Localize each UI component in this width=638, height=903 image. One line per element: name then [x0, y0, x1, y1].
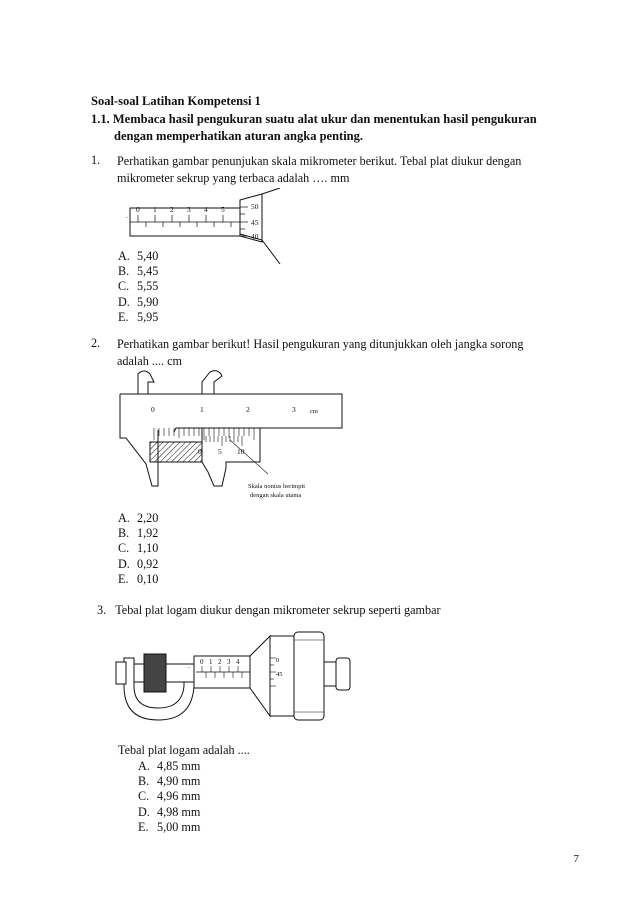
question-3 [97, 603, 441, 618]
pointer-line [230, 440, 268, 474]
option-value: 0,10 [137, 571, 159, 586]
metal-plate [144, 654, 166, 692]
option-letter: E. [138, 819, 149, 834]
thimble-top [262, 188, 280, 194]
main-scale-label: 3 [227, 658, 231, 666]
main-scale-label: 5 [221, 205, 225, 214]
option-letter: D. [138, 804, 150, 819]
question-number: 3. [97, 603, 107, 617]
option-letter: E. [118, 571, 129, 586]
thimble-bevel [250, 636, 270, 716]
section-title: Soal-soal Latihan Kompetensi 1 [91, 94, 261, 108]
option-a[interactable] [118, 249, 158, 264]
option-letter: A. [138, 759, 150, 773]
vernier-label: 10 [237, 447, 245, 456]
option-value: 5,90 [137, 294, 159, 309]
option-c[interactable] [138, 789, 200, 804]
sliding-body [202, 428, 260, 486]
option-value: 4,90 mm [157, 774, 201, 789]
option-e[interactable] [138, 820, 200, 835]
main-scale-ticks [154, 428, 254, 440]
anvil-face [134, 664, 144, 682]
page-number: 7 [573, 853, 579, 865]
option-b[interactable] [138, 774, 200, 789]
unit-label: cm [310, 408, 318, 415]
note-line: Skala nonius berimpit [248, 483, 306, 490]
option-a[interactable] [138, 759, 200, 774]
competency-heading-cont: dengan memperhatikan aturan angka penting. [114, 129, 363, 143]
option-letter: A. [118, 511, 130, 525]
thimble-labels [251, 202, 259, 241]
option-letter: D. [118, 556, 130, 571]
main-scale-label: 4 [236, 658, 240, 666]
question-text [117, 336, 523, 370]
option-value: 5,55 [137, 279, 159, 294]
option-a[interactable] [118, 511, 158, 526]
main-scale-label: 0 [136, 205, 140, 214]
option-letter: B. [138, 774, 150, 789]
option-value: 5,95 [137, 309, 159, 324]
main-scale-label: 0 [151, 405, 155, 414]
thimble-label: 0 [276, 657, 280, 664]
option-letter: C. [118, 541, 130, 556]
vernier-caliper-figure [118, 368, 344, 504]
measured-object [150, 442, 202, 462]
main-scale-labels [136, 205, 225, 214]
main-scale-labels [151, 405, 318, 415]
option-letter: C. [118, 279, 130, 294]
main-scale-label: 2 [246, 405, 250, 414]
option-d[interactable] [138, 805, 200, 820]
vernier-labels [198, 447, 245, 456]
ratchet-neck [324, 662, 336, 686]
answer-prompt: Tebal plat logam adalah .... [118, 743, 250, 757]
main-scale-label: 0 [200, 658, 204, 666]
option-value: 0,92 [137, 556, 159, 571]
main-scale-label: 2 [218, 658, 222, 666]
thimble-label: 40 [251, 232, 259, 241]
option-letter: A. [118, 249, 130, 263]
option-value: 1,10 [137, 541, 159, 556]
question-text-line: Perhatikan gambar penunjukan skala mikrometer berikut. Tebal plat diukur dengan [117, 154, 522, 168]
option-letter: E. [118, 309, 129, 324]
option-value: 2,20 [137, 511, 159, 525]
question-text-line: adalah .... cm [117, 354, 182, 368]
main-scale-label: 1 [153, 205, 157, 214]
vernier-label: 0 [198, 447, 202, 456]
options-list [118, 249, 158, 325]
competency-heading: 1.1. Membaca hasil pengukuran suatu alat ukur dan menentukan hasil pengukuran [91, 112, 537, 126]
option-d[interactable] [118, 557, 158, 572]
thimble-label: 45 [251, 218, 259, 227]
main-scale-label: 4 [204, 205, 208, 214]
question-text-line: Perhatikan gambar berikut! Hasil pengukuran yang ditunjukkan oleh jangka sorong [117, 337, 524, 351]
main-scale-label: 3 [187, 205, 191, 214]
option-value: 4,96 mm [157, 789, 201, 804]
option-value: 5,40 [137, 249, 159, 263]
option-e[interactable] [118, 310, 158, 325]
main-scale-label: 2 [170, 205, 174, 214]
option-value: 1,92 [137, 526, 159, 541]
option-e[interactable] [118, 572, 158, 587]
question-text [117, 153, 521, 187]
sliding-upper-jaw [202, 371, 222, 394]
ratchet-knob [336, 658, 350, 690]
main-scale-label: 1 [200, 405, 204, 414]
main-scale-label: 1 [209, 658, 213, 666]
options-list [138, 759, 200, 835]
fixed-upper-jaw [138, 371, 154, 394]
option-value: 4,85 mm [157, 759, 201, 773]
question-text: Tebal plat logam diukur dengan mikrometer sekrup seperti gambar [115, 603, 441, 617]
option-value: 4,98 mm [157, 804, 201, 819]
main-scale-ticks [138, 215, 231, 227]
ratchet-body [294, 632, 324, 720]
vernier-ticks [202, 436, 242, 446]
option-b[interactable] [118, 264, 158, 279]
micrometer-figure-3 [110, 628, 356, 724]
option-d[interactable] [118, 295, 158, 310]
option-value: 5,45 [137, 264, 159, 279]
main-scale-label: 3 [292, 405, 296, 414]
question-number: 2. [91, 336, 101, 350]
option-c[interactable] [118, 541, 158, 556]
option-letter: D. [118, 294, 130, 309]
note-line: dengan skala utama [250, 492, 302, 499]
options-list [118, 511, 158, 587]
option-value: 5,00 mm [157, 819, 201, 834]
question-number: 1. [91, 153, 101, 167]
option-letter: B. [118, 526, 130, 541]
option-c[interactable] [118, 279, 158, 294]
question-text-line: mikrometer sekrup yang terbaca adalah …. mm [117, 171, 350, 185]
dot-mark: . [126, 212, 128, 220]
dot-mark: . [188, 662, 190, 670]
thimble-label: 45 [276, 671, 283, 678]
option-letter: B. [118, 264, 130, 279]
option-letter: C. [138, 789, 150, 804]
thimble-label: 50 [251, 202, 259, 211]
anvil [116, 662, 126, 684]
vernier-label: 5 [218, 447, 222, 456]
option-b[interactable] [118, 526, 158, 541]
spindle [166, 664, 194, 682]
